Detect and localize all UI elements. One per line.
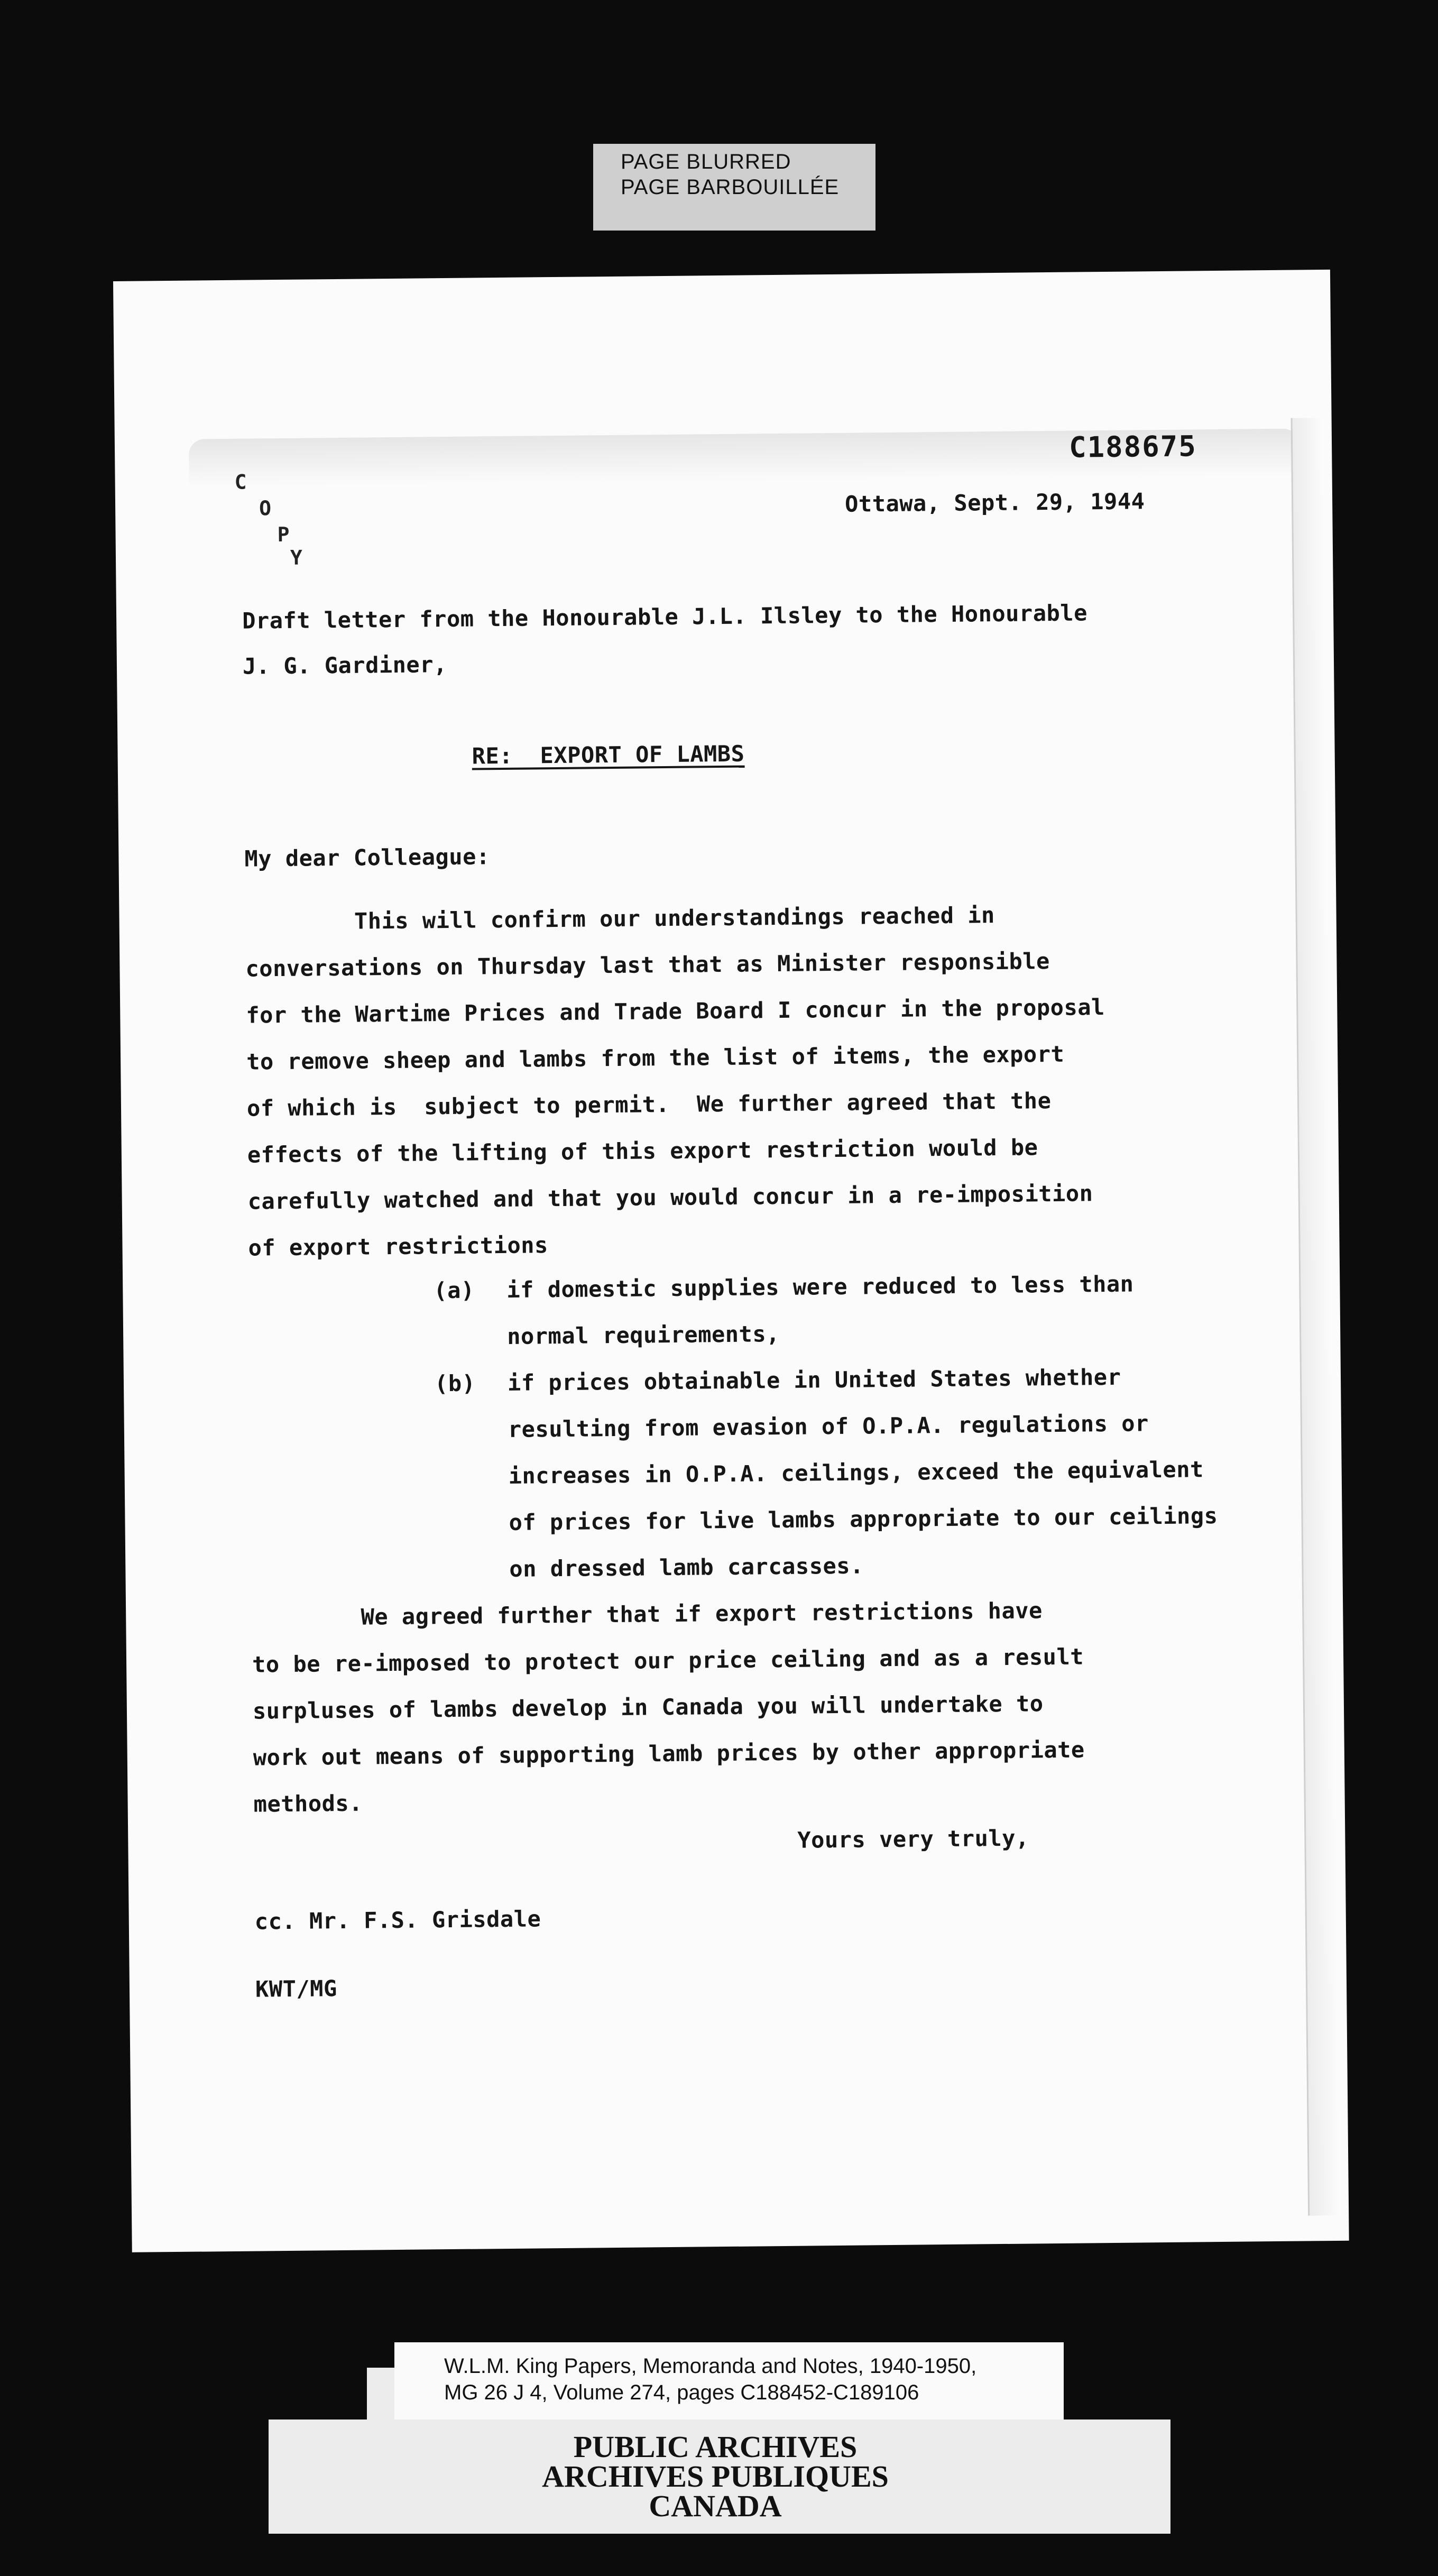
paragraph-1-line: of which is subject to permit. We further agreed that the	[246, 1088, 1052, 1121]
letter-page	[113, 270, 1349, 2252]
paragraph-2-line: work out means of supporting lamb prices by other appropriate	[253, 1736, 1085, 1771]
citation-line-2: MG 26 J 4, Volume 274, pages C188452-C189106	[444, 2381, 919, 2404]
item-a-line: if domestic supplies were reduced to less than	[506, 1271, 1134, 1303]
paragraph-1-line: to remove sheep and lambs from the list of items, the export	[246, 1041, 1065, 1075]
item-b-marker: (b)	[434, 1370, 476, 1397]
citation-label	[394, 2342, 1064, 2419]
paragraph-1-line: carefully watched and that you would concur in a re-imposition	[247, 1180, 1093, 1215]
cc-line: cc. Mr. F.S. Grisdale	[254, 1906, 541, 1935]
paragraph-1-line: This will confirm our understandings reached in	[245, 902, 995, 935]
item-b-line: resulting from evasion of O.P.A. regulations or	[508, 1410, 1149, 1442]
paragraph-2-line: methods.	[253, 1790, 363, 1817]
copy-mark-o: O	[259, 496, 272, 520]
page-blurred-label-fr: PAGE BARBOUILLÉE	[621, 176, 840, 199]
archives-stamp	[367, 2432, 1064, 2521]
intro-line: Draft letter from the Honourable J.L. Ilsley to the Honourable	[242, 600, 1088, 634]
footer-notch	[269, 2342, 367, 2419]
copy-mark-c: C	[234, 470, 247, 494]
item-b-line: if prices obtainable in United States whether	[507, 1364, 1121, 1396]
item-a-marker: (a)	[434, 1277, 475, 1304]
copy-mark-p: P	[277, 522, 290, 547]
citation-line-1: W.L.M. King Papers, Memoranda and Notes, 1940-1950,	[444, 2354, 977, 2378]
paragraph-2-line: surpluses of lambs develop in Canada you will undertake to	[252, 1690, 1044, 1724]
paragraph-1-line: conversations on Thursday last that as Minister responsible	[245, 948, 1050, 982]
subject-heading: RE: EXPORT OF LAMBS	[472, 740, 745, 769]
item-b-line: on dressed lamb carcasses.	[509, 1552, 864, 1582]
footer-notch	[1064, 2342, 1170, 2419]
paragraph-1-line: of export restrictions	[248, 1232, 549, 1261]
reference-number: C188675	[1068, 429, 1197, 464]
item-a-line: normal requirements,	[506, 1320, 780, 1349]
archives-line-3: CANADA	[649, 2489, 782, 2523]
item-b-line: increases in O.P.A. ceilings, exceed the equivalent	[508, 1456, 1204, 1489]
archives-line-2: ARCHIVES PUBLIQUES	[542, 2459, 889, 2494]
place-date: Ottawa, Sept. 29, 1944	[844, 488, 1145, 517]
paragraph-1-line: effects of the lifting of this export restriction would be	[247, 1134, 1038, 1168]
salutation: My dear Colleague:	[244, 843, 490, 872]
page-blurred-label-en: PAGE BLURRED	[621, 150, 791, 173]
page-blurred-label	[593, 144, 875, 231]
paper-edge	[1291, 418, 1340, 2215]
item-b-line: of prices for live lambs appropriate to our ceilings	[509, 1503, 1218, 1535]
closing: Yours very truly,	[797, 1825, 1029, 1853]
archives-line-1: PUBLIC ARCHIVES	[573, 2430, 858, 2464]
typist-initials: KWT/MG	[255, 1975, 337, 2002]
paragraph-1-line: for the Wartime Prices and Trade Board I concur in the proposal	[246, 994, 1105, 1028]
paragraph-2-line: to be re-imposed to protect our price ceiling and as a result	[252, 1643, 1084, 1678]
intro-line: J. G. Gardiner,	[242, 651, 448, 679]
copy-mark-y: Y	[290, 546, 303, 569]
paragraph-2-line: We agreed further that if export restrictions have	[252, 1597, 1043, 1631]
